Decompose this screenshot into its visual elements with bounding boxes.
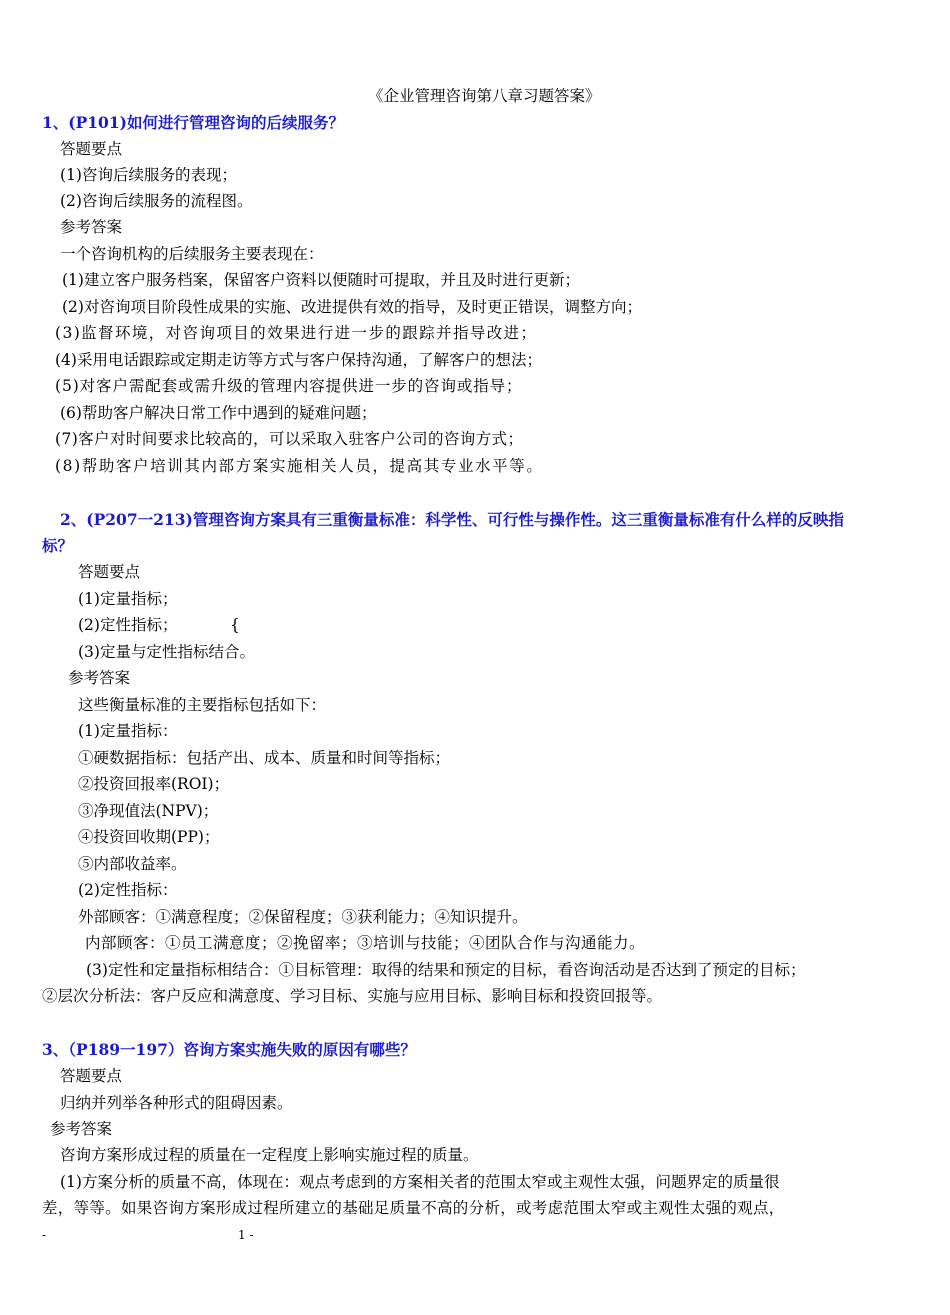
q2-points-heading: 答题要点 xyxy=(78,563,141,581)
q2-quant-item-4: ④投资回收期(PP)； xyxy=(78,828,220,846)
page-number: 1 - xyxy=(238,1228,254,1242)
q1-answer-item-5: (5)对客户需配套或需升级的管理内容提供进一步的咨询或指导； xyxy=(55,377,523,395)
q2-point-1: (1)定量指标； xyxy=(78,590,178,608)
q2-quant-item-5: ⑤内部收益率。 xyxy=(78,855,187,873)
q2-quant-heading: (1)定量指标： xyxy=(78,722,178,740)
q3-answer-intro: 咨询方案形成过程的质量在一定程度上影响实施过程的质量。 xyxy=(60,1146,479,1164)
question-3: 3、（P189一197）咨询方案实施失败的原因有哪些？ xyxy=(42,1040,416,1059)
stray-brace: { xyxy=(230,616,240,634)
q1-answer-item-3: (3)监督环境，对咨询项目的效果进行进一步的跟踪并指导改进； xyxy=(55,324,538,342)
q2-quant-item-2: ②投资回报率(ROI)； xyxy=(78,775,230,793)
q1-answer-heading: 参考答案 xyxy=(60,218,123,236)
q3-paragraph-line-2: 差，等等。如果咨询方案形成过程所建立的基础足质量不高的分析，或考虑范围太窄或主观性太强的观点， xyxy=(42,1199,785,1217)
q1-answer-item-1: (1)建立客户服务档案，保留客户资料以便随时可提取，并且及时进行更新； xyxy=(62,271,580,289)
footer-dash: - xyxy=(42,1228,47,1242)
question-2-line-2: 标？ xyxy=(42,536,74,555)
q3-points-heading: 答题要点 xyxy=(60,1067,123,1085)
q2-combined-line-1: (3)定性和定量指标相结合：①目标管理：取得的结果和预定的目标，看咨询活动是否达到了预定的目标； xyxy=(86,961,806,979)
q1-answer-item-7: (7)客户对时间要求比较高的，可以采取入驻客户公司的咨询方式； xyxy=(55,430,524,448)
question-1: 1、(P101)如何进行管理咨询的后续服务？ xyxy=(42,113,344,132)
q2-answer-intro: 这些衡量标准的主要指标包括如下： xyxy=(78,696,327,714)
q3-point: 归纳并列举各种形式的阻碍因素。 xyxy=(60,1094,293,1112)
q1-answer-item-6: (6)帮助客户解决日常工作中遇到的疑难问题； xyxy=(60,404,377,422)
q2-qual-heading: (2)定性指标： xyxy=(78,881,178,899)
q1-answer-intro: 一个咨询机构的后续服务主要表现在： xyxy=(60,245,324,263)
q2-point-2: (2)定性指标； xyxy=(78,616,178,634)
q2-internal-customers: 内部顾客：①员工满意度；②挽留率；③培训与技能；④团队合作与沟通能力。 xyxy=(85,934,646,952)
q2-quant-item-1: ①硬数据指标：包括产出、成本、质量和时间等指标； xyxy=(78,749,451,767)
document-title: 《企业管理咨询第八章习题答案》 xyxy=(368,87,601,105)
q3-answer-heading: 参考答案 xyxy=(50,1120,113,1138)
q1-points-heading: 答题要点 xyxy=(60,140,123,158)
question-2-line-1: 2、(P207一213)管理咨询方案具有三重衡量标准：科学性、可行性与操作性。这三重衡量标准有什么样的反映指 xyxy=(60,510,844,529)
q1-point-1: (1)咨询后续服务的表现； xyxy=(60,166,237,184)
q3-paragraph-line-1: (1)方案分析的质量不高，体现在：观点考虑到的方案相关者的范围太窄或主观性太强，问题界定的质量很 xyxy=(60,1173,780,1191)
q1-point-2: (2)咨询后续服务的流程图。 xyxy=(60,192,253,210)
q2-quant-item-3: ③净现值法(NPV)； xyxy=(78,802,219,820)
q2-combined-line-2: ②层次分析法：客户反应和满意度、学习目标、实施与应用目标、影响目标和投资回报等。 xyxy=(42,987,663,1005)
q1-answer-item-8: (8)帮助客户培训其内部方案实施相关人员，提高其专业水平等。 xyxy=(55,457,544,475)
q1-answer-item-2: (2)对咨询项目阶段性成果的实施、改进提供有效的指导，及时更正错误，调整方向； xyxy=(62,298,642,316)
q1-answer-item-4: (4)采用电话跟踪或定期走访等方式与客户保持沟通，了解客户的想法； xyxy=(55,351,542,369)
q2-external-customers: 外部顾客：①满意程度；②保留程度；③获利能力；④知识提升。 xyxy=(78,908,528,926)
q2-point-3: (3)定量与定性指标结合。 xyxy=(78,643,255,661)
q2-answer-heading: 参考答案 xyxy=(68,669,131,687)
